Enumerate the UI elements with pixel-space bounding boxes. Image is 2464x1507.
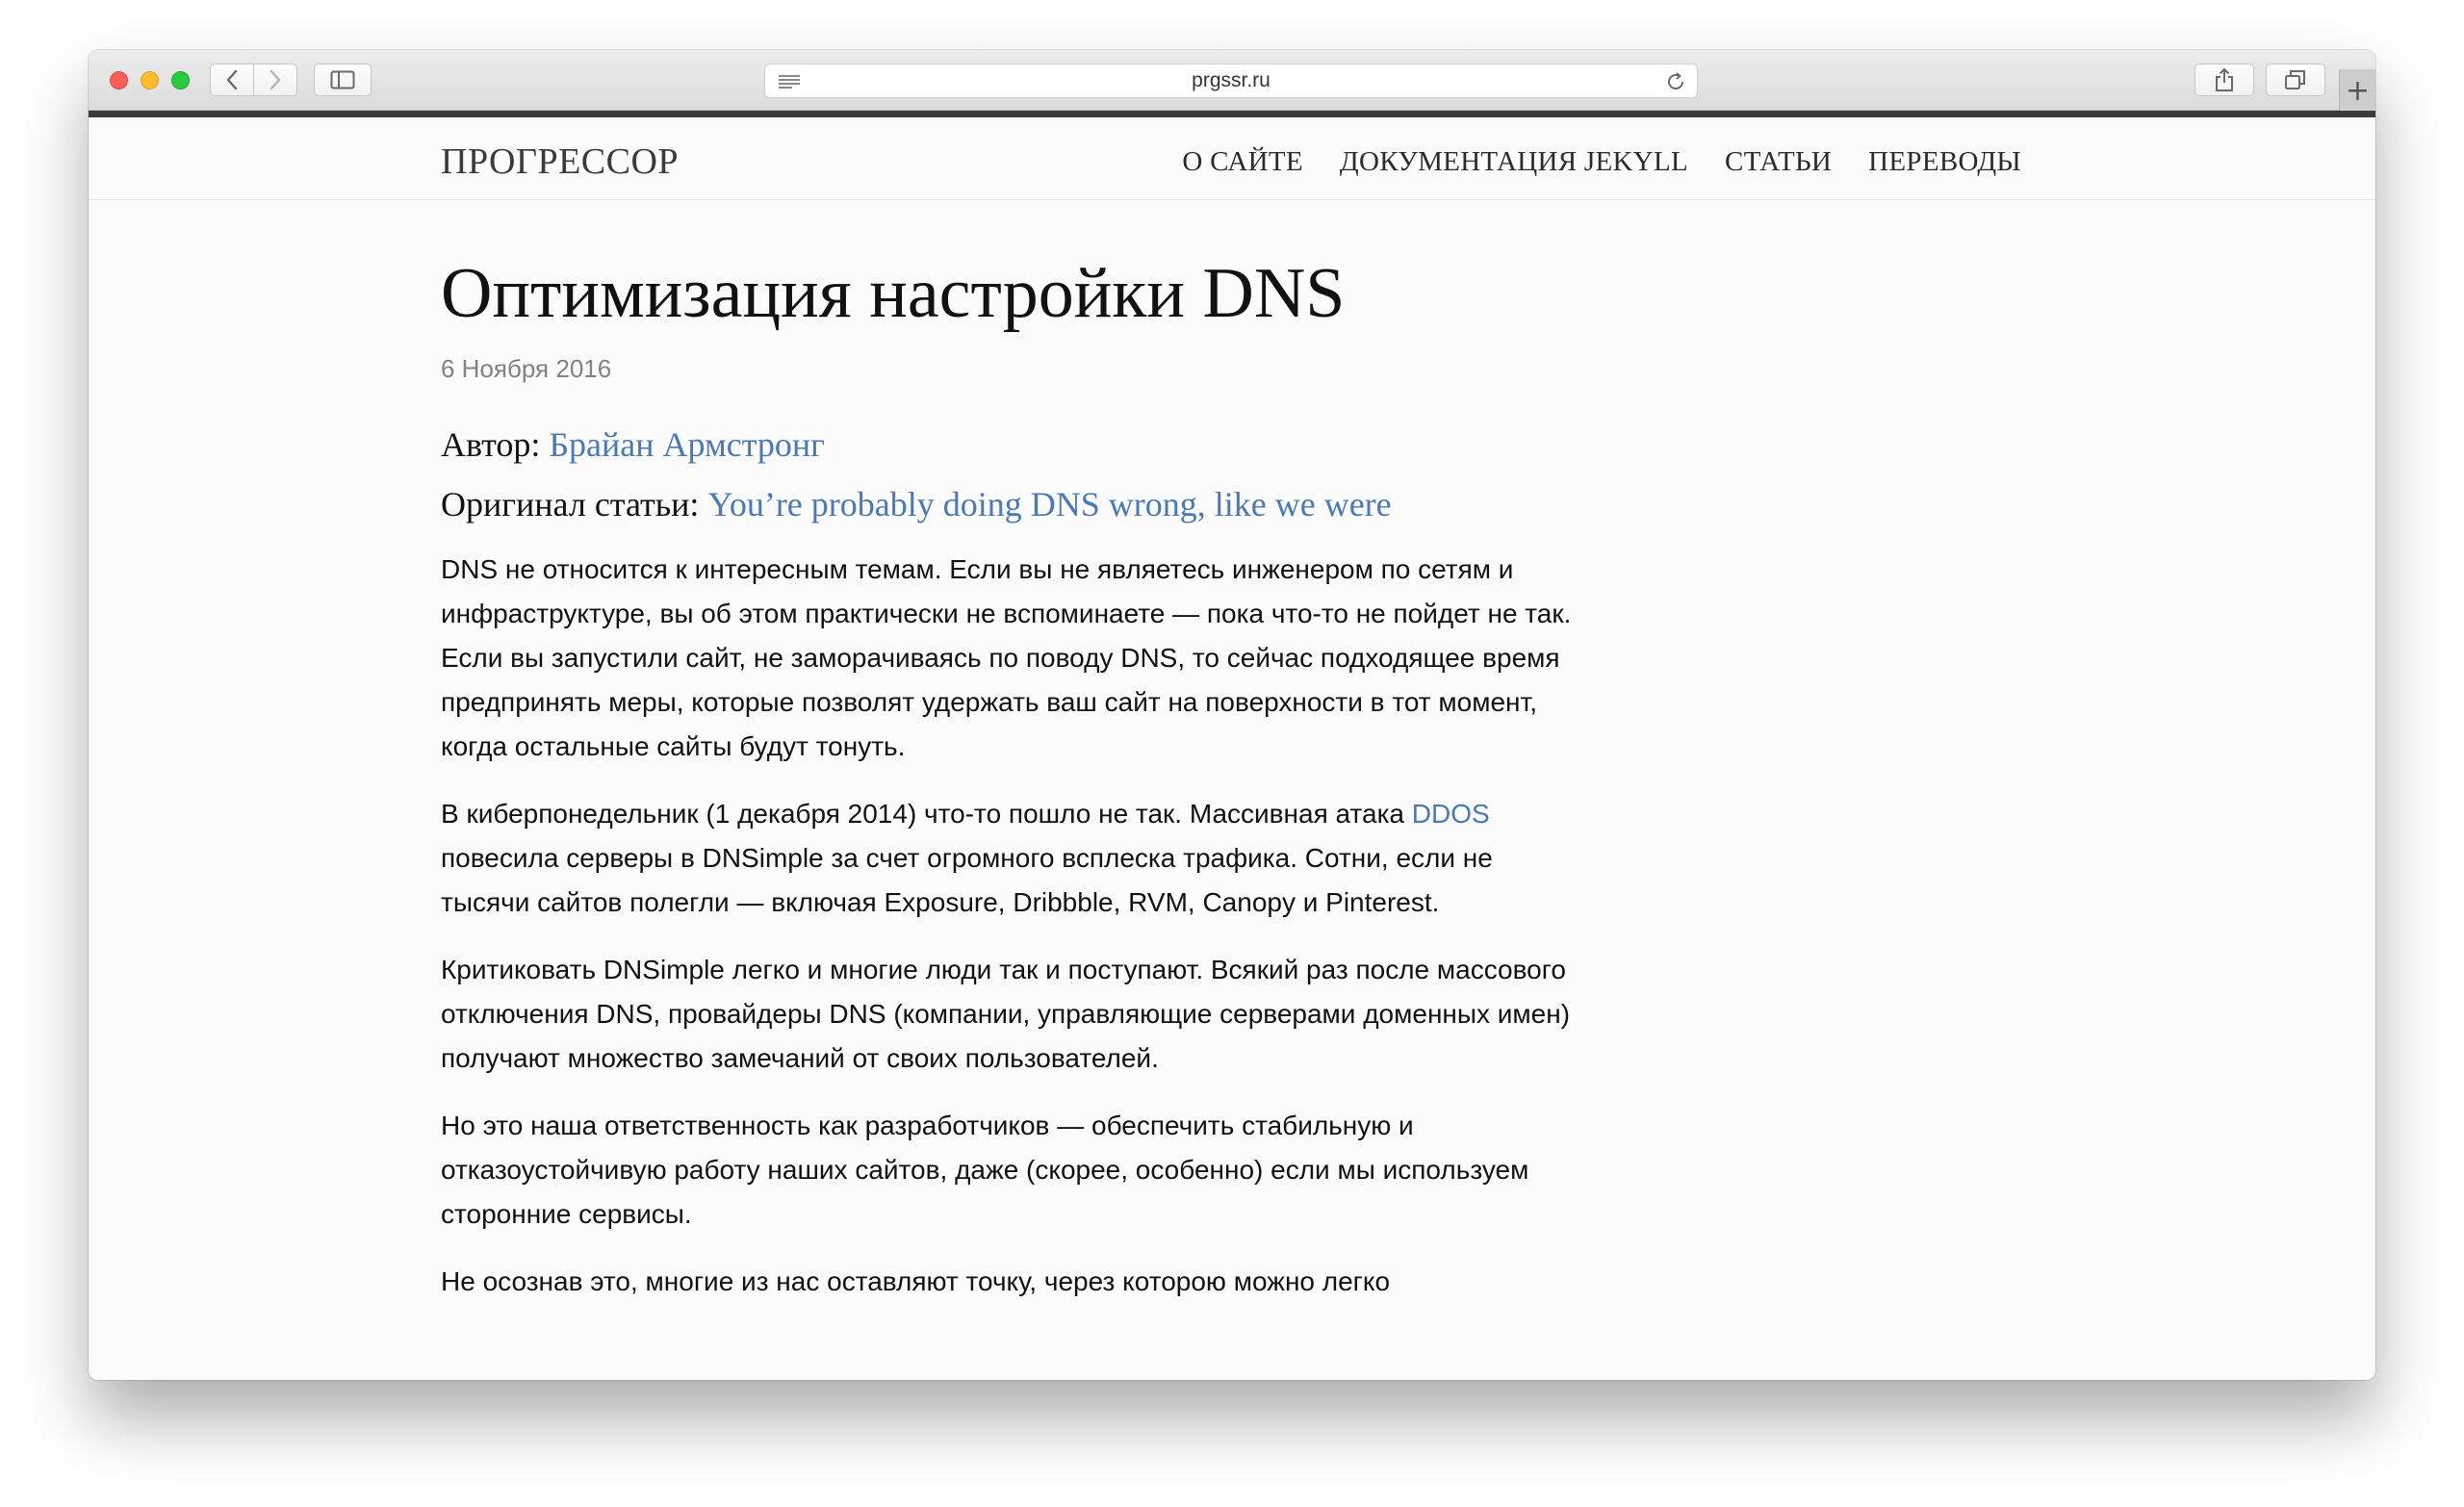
nav-jekyll-docs[interactable]: ДОКУМЕНТАЦИЯ JEKYLL bbox=[1339, 146, 1689, 177]
share-button[interactable] bbox=[2194, 64, 2254, 96]
web-page bbox=[89, 117, 2375, 1380]
address-bar[interactable] bbox=[764, 64, 1698, 98]
author-link[interactable]: Брайан Армстронг bbox=[549, 425, 825, 464]
forward-button[interactable] bbox=[253, 64, 297, 96]
paragraph-2 bbox=[441, 792, 1586, 925]
paragraph-3: Критиковать DNSimple легко и многие люди так и поступают. Всякий раз после массового отключения DNS, провайдеры DNS (компании, управляющие серверами доменных имен) получают множество замечаний от своих пользователей. bbox=[441, 955, 1571, 1073]
paragraph-2-end: повесила серверы в DNSimple за счет огромного всплеска трафика. Сотни, если не тысячи сайтов полегли — включая Exposure, Dribbble, RVM, Canopy и Pinterest. bbox=[441, 843, 1493, 917]
toolbar-divider bbox=[89, 111, 2375, 117]
nav-articles[interactable]: СТАТЬИ bbox=[1725, 146, 1833, 177]
browser-window bbox=[89, 50, 2375, 1380]
reload-icon[interactable] bbox=[1664, 70, 1687, 93]
nav-translations[interactable]: ПЕРЕВОДЫ bbox=[1868, 146, 2021, 177]
post-date: 6 Ноября 2016 bbox=[441, 354, 612, 383]
share-icon bbox=[2214, 67, 2235, 92]
sidebar-toggle-button[interactable] bbox=[314, 64, 372, 96]
original-label: Оригинал статьи: bbox=[441, 485, 700, 524]
close-window-button[interactable] bbox=[110, 71, 128, 89]
author-label: Автор: bbox=[441, 425, 541, 464]
site-nav bbox=[1182, 146, 2021, 178]
paragraph-2-start: В киберпонедельник (1 декабря 2014) что-то пошло не так. Массивная атака bbox=[441, 799, 1412, 829]
ddos-link[interactable]: DDOS bbox=[1411, 799, 1490, 829]
tabs-overview-icon bbox=[2284, 69, 2307, 90]
chevron-left-icon bbox=[225, 69, 239, 90]
article bbox=[441, 252, 1586, 1304]
nav-about[interactable]: О САЙТЕ bbox=[1182, 146, 1303, 177]
new-tab-button[interactable]: + bbox=[2339, 69, 2375, 112]
url-text[interactable]: prgssr.ru bbox=[1192, 69, 1270, 91]
original-article-line bbox=[441, 484, 1586, 524]
back-button[interactable] bbox=[210, 64, 254, 96]
show-tabs-button[interactable] bbox=[2266, 64, 2325, 96]
sidebar-icon bbox=[330, 70, 355, 89]
site-header bbox=[89, 117, 2375, 200]
paragraph-5: Не осознав это, многие из нас оставляют точку, через которою можно легко bbox=[441, 1266, 1391, 1296]
chevron-right-icon bbox=[269, 69, 282, 90]
site-title-link[interactable]: ПРОГРЕССОР bbox=[441, 141, 680, 182]
paragraph-1: DNS не относится к интересным темам. Если вы не являетесь инженером по сетям и инфраструктуре, вы об этом практически не вспоминаете — пока что-то не пойдет не так. Если вы запустили сайт, не заморачиваясь по поводу DNS, то сейчас подходящее время предпринять меры, которые позволят удержать ваш сайт на поверхности в тот момент, когда остальные сайты будут тонуть. bbox=[441, 554, 1572, 761]
browser-toolbar bbox=[89, 50, 2375, 111]
paragraph-4: Но это наша ответственность как разработчиков — обеспечить стабильную и отказоустойчивую работу наших сайтов, даже (скорее, особенно) если мы используем сторонние сервисы. bbox=[441, 1111, 1529, 1229]
author-line bbox=[441, 424, 1586, 465]
original-article-link[interactable]: You’re probably doing DNS wrong, like we were bbox=[707, 485, 1392, 524]
minimize-window-button[interactable] bbox=[141, 71, 159, 89]
post-title: Оптимизация настройки DNS bbox=[441, 254, 1346, 333]
zoom-window-button[interactable] bbox=[171, 71, 190, 89]
